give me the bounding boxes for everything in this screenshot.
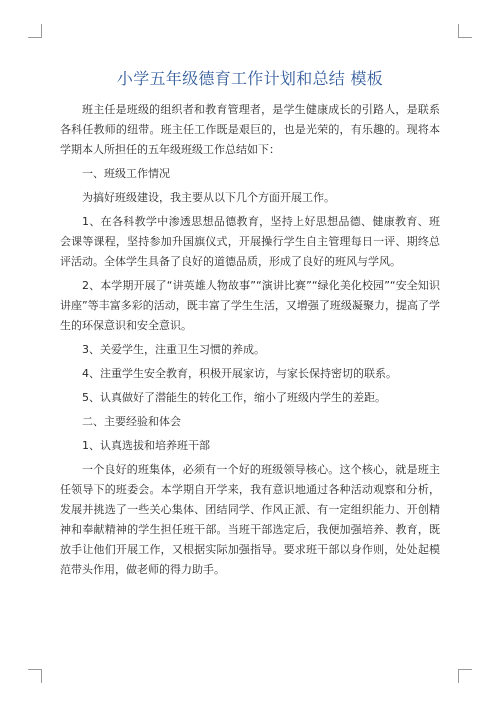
work-item-1-paragraph: 1、在各科教学中渗透思想品德教育，坚持上好思想品德、健康教育、班会课等课程，坚持参加升国旗仪式，开展操行学生自主管理每日一评、期终总评活动。全体学生具备了良好的道德品质，形成了良好的班风与学风。 xyxy=(60,215,440,268)
crop-mark-top-right-vertical xyxy=(458,24,459,38)
crop-mark-bottom-right-vertical xyxy=(458,669,459,683)
work-item-5-paragraph: 5、认真做好了潜能生的转化工作，缩小了班级内学生的差距。 xyxy=(82,391,386,404)
crop-mark-top-left-horizontal xyxy=(28,37,41,38)
subsection-heading-class-leaders: 1、认真选拔和培养班干部 xyxy=(82,439,210,452)
document-title: 小学五年级德育工作计划和总结 模板 xyxy=(116,69,384,88)
crop-mark-top-left-vertical xyxy=(41,24,42,38)
class-leaders-paragraph: 一个良好的班集体，必须有一个好的班级领导核心。这个核心，就是班主任领导下的班委会。本学期自开学来，我有意识地通过各种活动观察和分析，发展并挑选了一些关心集体、团结同学、作风正派、有一定组织能力、开创精神和奉献精神的学生担任班干部。当班干部选定后，我便加强培养、教育，既放手让他们开展工作，又根据实际加强指导。要求班干部以身作则，处处起模范带头作用，做老师的得力助手。 xyxy=(60,463,440,576)
work-item-2-paragraph: 2、本学期开展了“讲英雄人物故事”“演讲比赛”“绿化美化校园”“安全知识讲座”等丰富多彩的活动，既丰富了学生生活，又增强了班级凝聚力，提高了学生的环保意识和安全意识。 xyxy=(60,279,440,332)
crop-mark-bottom-right-horizontal xyxy=(459,669,472,670)
section-heading-work-status: 一、班级工作情况 xyxy=(82,167,170,180)
work-item-4-paragraph: 4、注重学生安全教育，积极开展家访，与家长保持密切的联系。 xyxy=(82,367,397,380)
crop-mark-bottom-left-vertical xyxy=(41,669,42,683)
crop-mark-top-right-horizontal xyxy=(459,37,472,38)
intro-paragraph: 班主任是班级的组织者和教育管理者，是学生健康成长的引路人，是联系各科任教师的纽带。班主任工作既是艰巨的，也是光荣的，有乐趣的。现将本学期本人所担任的五年级班级工作总结如下： xyxy=(60,103,440,156)
section-heading-experience: 二、主要经验和体会 xyxy=(82,415,181,428)
work-item-3-paragraph: 3、关爱学生，注重卫生习惯的养成。 xyxy=(82,343,265,356)
crop-mark-bottom-left-horizontal xyxy=(28,669,41,670)
document-body xyxy=(60,100,440,580)
work-intro-paragraph: 为搞好班级建设，我主要从以下几个方面开展工作。 xyxy=(82,191,335,204)
